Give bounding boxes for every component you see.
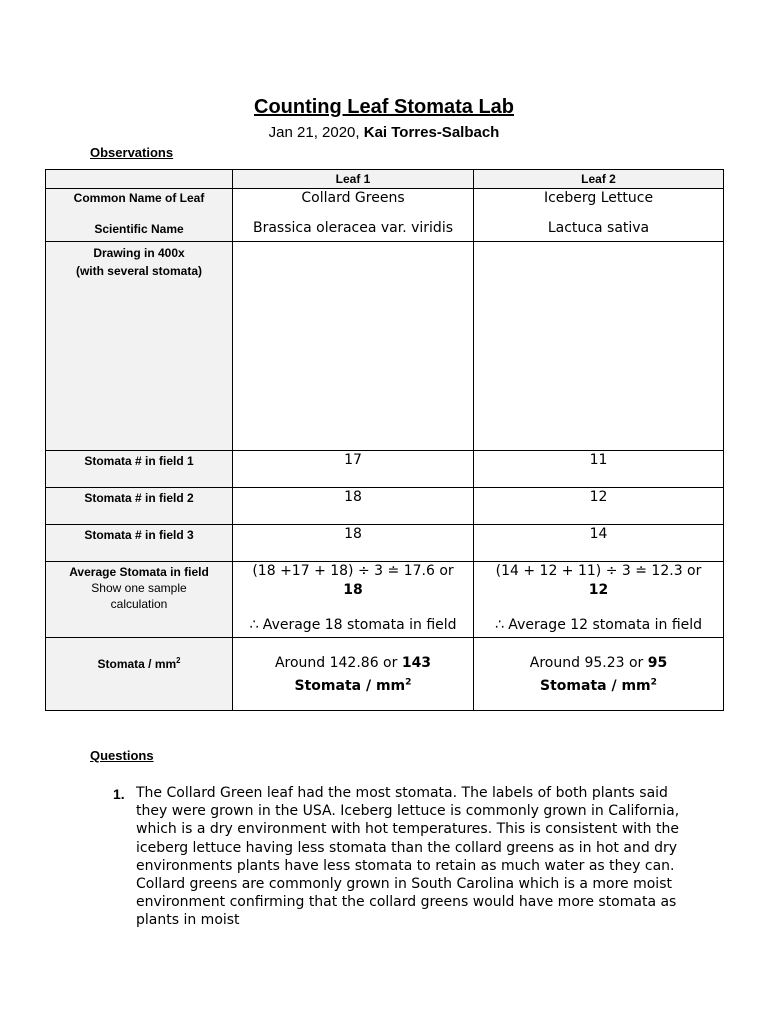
row-label-field-2 <box>46 488 233 525</box>
drawing-label-line-2: (with several stomata) <box>75 264 203 278</box>
leaf-2-field-2 <box>474 488 724 525</box>
common-name-label: Common Name of Leaf <box>73 191 205 205</box>
leaf-1-per-mm2-unit: Stomata / mm <box>294 677 406 694</box>
field-1-label: Stomata # in field 1 <box>84 454 194 468</box>
observations-heading: Observations <box>90 145 174 160</box>
leaf-1-field-3-value: 18 <box>344 526 362 542</box>
scientific-name-label: Scientific Name <box>94 222 184 236</box>
leaf-1-field-2 <box>233 488 474 525</box>
table-row-names <box>46 189 724 242</box>
subtitle <box>0 124 768 141</box>
leaf-2-per-mm2-line-2 <box>474 673 723 696</box>
leaf-2-scientific-name: Lactuca sativa <box>547 220 650 236</box>
leaf-1-per-mm2-line-2 <box>233 673 473 696</box>
table-row-field-3 <box>46 525 724 562</box>
row-label-names <box>46 189 233 242</box>
leaf-1-average-result: 18 <box>343 582 363 598</box>
leaf-1-per-mm2-superscript: 2 <box>405 677 412 687</box>
average-label: Average Stomata in field <box>69 565 209 579</box>
leaf-2-per-mm2-value: 95 <box>647 655 668 671</box>
leaf-2-average-cell <box>474 562 724 638</box>
leaf-2-field-1-value: 11 <box>589 452 608 468</box>
date-text: Jan 21, 2020, <box>268 124 364 141</box>
table-row-average <box>46 562 724 638</box>
header-leaf-1: Leaf 1 <box>233 170 474 189</box>
row-label-field-3 <box>46 525 233 562</box>
leaf-2-drawing-cell <box>474 242 724 451</box>
leaf-2-average-conclusion: ∴ Average 12 stomata in field <box>494 617 703 633</box>
leaf-2-field-3-value: 14 <box>589 526 608 542</box>
table-row-per-mm2 <box>46 638 724 711</box>
page-title: Counting Leaf Stomata Lab <box>254 96 514 118</box>
table-row-field-1 <box>46 451 724 488</box>
header-empty-cell <box>46 170 233 189</box>
leaf-2-average-result-line <box>474 581 723 600</box>
row-label-average <box>46 562 233 638</box>
leaf-1-field-1 <box>233 451 474 488</box>
row-label-field-1 <box>46 451 233 488</box>
field-2-label: Stomata # in field 2 <box>84 491 194 505</box>
leaf-1-names-cell <box>233 189 474 242</box>
leaf-2-per-mm2-prefix: Around 95.23 or <box>529 655 648 671</box>
header-leaf-2: Leaf 2 <box>474 170 724 189</box>
leaf-1-average-calculation: (18 +17 + 18) ÷ 3 ≐ 17.6 or <box>252 563 454 579</box>
leaf-2-names-cell <box>474 189 724 242</box>
field-3-label: Stomata # in field 3 <box>84 528 194 542</box>
per-mm2-label-superscript: 2 <box>176 656 181 665</box>
leaf-2-per-mm2-unit: Stomata / mm <box>540 677 651 694</box>
leaf-1-scientific-name: Brassica oleracea var. viridis <box>252 220 453 236</box>
table-row-field-2 <box>46 488 724 525</box>
questions-heading: Questions <box>90 748 154 763</box>
question-1-number: 1. <box>113 786 125 802</box>
per-mm2-label <box>46 656 232 671</box>
leaf-2-per-mm2-superscript: 2 <box>650 677 657 687</box>
average-instruction: Show one sample calculation <box>91 581 187 611</box>
leaf-1-field-3 <box>233 525 474 562</box>
leaf-2-field-2-value: 12 <box>589 489 608 505</box>
table-row-drawing <box>46 242 724 451</box>
per-mm2-label-text: Stomata / mm <box>97 657 177 671</box>
leaf-1-field-1-value: 17 <box>344 452 362 468</box>
author-name: Kai Torres-Salbach <box>363 124 500 141</box>
leaf-1-average-result-line <box>233 581 473 600</box>
row-label-per-mm2 <box>46 638 233 711</box>
row-label-drawing <box>46 242 233 451</box>
leaf-1-per-mm2-cell <box>233 638 474 711</box>
table-header-row <box>46 170 724 189</box>
leaf-1-common-name: Collard Greens <box>301 190 405 206</box>
question-1-answer: The Collard Green leaf had the most stomata. The labels of both plants said they were grown in the USA. Iceberg lettuce is commonly grown in California, which is a dry environment with hot temperatures. This is consistent with the iceberg lettuce having less stomata than the collard greens as in hot and dry environments plants have less stomata to retain as much water as they can. Collard greens are commonly grown in South Carolina which is a more moist environment confirming that the collard greens would have more stomata as plants in moist <box>136 785 680 929</box>
leaf-1-average-cell <box>233 562 474 638</box>
leaf-2-per-mm2-line-1 <box>474 654 723 673</box>
leaf-1-drawing-cell <box>233 242 474 451</box>
leaf-2-field-3 <box>474 525 724 562</box>
leaf-1-field-2-value: 18 <box>344 489 362 505</box>
leaf-2-common-name: Iceberg Lettuce <box>543 190 654 206</box>
leaf-2-average-result: 12 <box>588 582 609 598</box>
leaf-2-per-mm2-cell <box>474 638 724 711</box>
leaf-2-average-calculation: (14 + 12 + 11) ÷ 3 ≐ 12.3 or <box>495 563 702 579</box>
observations-table <box>45 169 724 711</box>
leaf-1-per-mm2-value: 143 <box>401 655 432 671</box>
leaf-2-field-1 <box>474 451 724 488</box>
drawing-label-line-1: Drawing in 400x <box>93 246 185 260</box>
leaf-1-per-mm2-line-1 <box>233 654 473 673</box>
leaf-1-per-mm2-prefix: Around 142.86 or <box>274 655 402 671</box>
leaf-1-average-conclusion: ∴ Average 18 stomata in field <box>249 617 457 633</box>
